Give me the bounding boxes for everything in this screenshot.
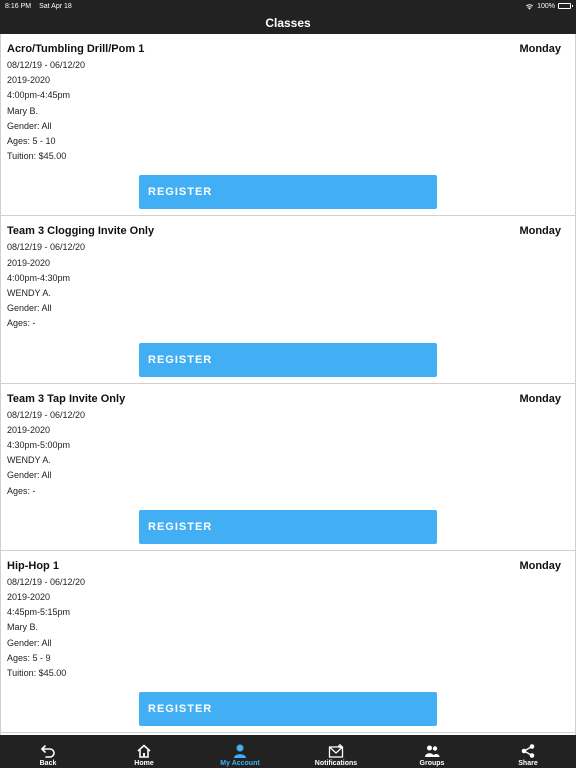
class-card (1, 384, 575, 551)
class-ages: Ages: - (7, 485, 36, 496)
register-button[interactable]: REGISTER (139, 175, 437, 209)
class-day: Monday (519, 559, 561, 572)
class-dates: 08/12/19 - 06/12/20 (7, 242, 86, 253)
tab-home[interactable] (96, 737, 192, 767)
class-gender: Gender: All (7, 470, 52, 481)
tab-back[interactable] (0, 737, 96, 767)
status-date: Sat Apr 18 (39, 2, 72, 10)
class-season: 2019-2020 (7, 592, 51, 603)
class-instructor: Mary B. (7, 622, 39, 633)
class-day: Monday (519, 43, 561, 55)
class-instructor: WENDY A. (7, 288, 51, 299)
tab-bar (0, 735, 576, 768)
class-gender: Gender: All (7, 303, 52, 314)
share-icon (520, 743, 536, 759)
class-title: Hip-Hop 1 (7, 559, 59, 572)
tab-label: Home (134, 759, 154, 767)
group-icon (424, 743, 440, 759)
tab-groups[interactable] (384, 737, 480, 767)
tab-label: Share (518, 759, 538, 767)
class-tuition: Tuition: $45.00 (7, 151, 67, 162)
tab-my-account[interactable] (192, 737, 288, 767)
class-card (1, 34, 575, 216)
register-button[interactable]: REGISTER (139, 343, 437, 377)
class-day: Monday (519, 225, 561, 238)
class-list[interactable] (0, 34, 576, 735)
status-bar (0, 0, 576, 12)
battery-icon (558, 3, 571, 9)
status-time: 8:16 PM (5, 2, 32, 10)
class-ages: Ages: 5 - 10 (7, 136, 56, 147)
tab-notifications[interactable] (288, 737, 384, 767)
class-time: 4:00pm-4:30pm (7, 272, 71, 283)
class-ages: Ages: 5 - 9 (7, 652, 51, 663)
class-dates: 08/12/19 - 06/12/20 (7, 409, 86, 420)
class-day: Monday (519, 392, 561, 405)
class-card (1, 551, 575, 733)
class-season: 2019-2020 (7, 257, 51, 268)
class-instructor: WENDY A. (7, 455, 51, 466)
page-title: Classes (265, 16, 311, 30)
class-title: Team 3 Clogging Invite Only (7, 225, 155, 238)
class-gender: Gender: All (7, 120, 52, 131)
wifi-icon (525, 3, 534, 10)
tab-label: Groups (419, 759, 445, 767)
register-button[interactable]: REGISTER (139, 510, 437, 544)
home-icon (136, 743, 152, 759)
class-tuition: Tuition: $45.00 (7, 668, 67, 679)
person-icon (232, 743, 248, 759)
class-ages: Ages: - (7, 318, 36, 329)
battery-percent: 100% (537, 2, 555, 10)
class-instructor: Mary B. (7, 105, 39, 116)
class-time: 4:00pm-4:45pm (7, 90, 71, 101)
class-season: 2019-2020 (7, 75, 51, 86)
class-season: 2019-2020 (7, 424, 51, 435)
tab-label: Notifications (314, 759, 358, 767)
class-card (1, 216, 575, 383)
class-title: Acro/Tumbling Drill/Pom 1 (7, 43, 145, 55)
tab-label: My Account (220, 759, 260, 767)
back-arrow-icon (40, 743, 56, 759)
register-button[interactable]: REGISTER (139, 692, 437, 726)
class-dates: 08/12/19 - 06/12/20 (7, 576, 86, 587)
nav-bar (0, 12, 576, 34)
envelope-icon (328, 743, 344, 759)
class-title: Team 3 Tap Invite Only (7, 392, 126, 405)
tab-label: Back (39, 759, 57, 767)
class-time: 4:30pm-5:00pm (7, 440, 71, 451)
class-dates: 08/12/19 - 06/12/20 (7, 60, 86, 70)
class-gender: Gender: All (7, 637, 52, 648)
tab-share[interactable] (480, 737, 576, 767)
class-time: 4:45pm-5:15pm (7, 607, 71, 618)
